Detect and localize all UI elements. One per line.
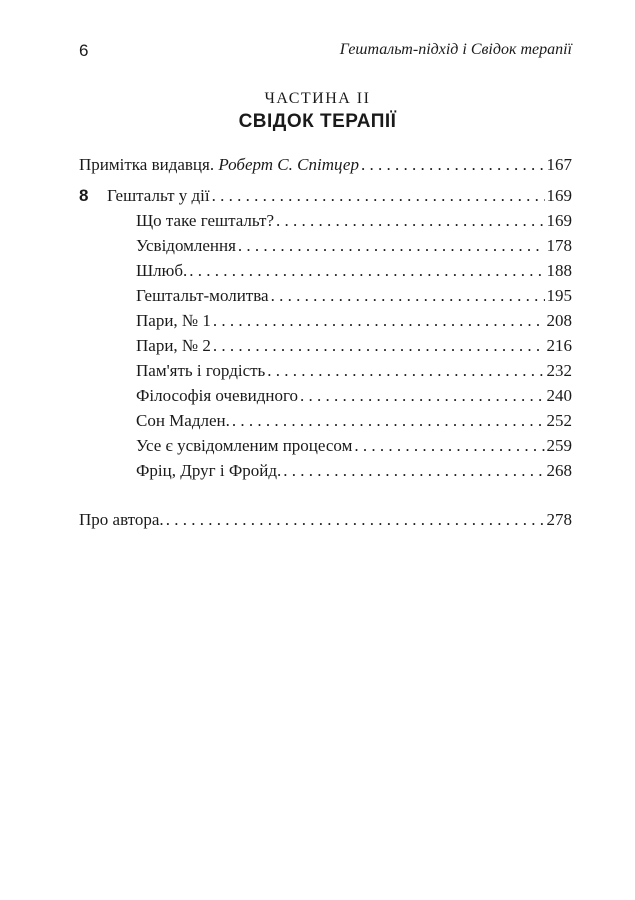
leader-dots bbox=[213, 336, 545, 356]
toc-entry-title: Шлюб. bbox=[136, 261, 188, 280]
leader-dots bbox=[300, 386, 545, 406]
toc-section bbox=[136, 461, 572, 481]
toc-section bbox=[136, 211, 572, 231]
toc-entry-page: 169 bbox=[546, 186, 572, 205]
running-head: Гештальт-підхід і Свідок терапії bbox=[339, 41, 572, 58]
leader-dots bbox=[232, 411, 545, 431]
toc-entry-page: 278 bbox=[546, 510, 572, 529]
toc-entry-title: Що таке гештальт? bbox=[136, 211, 274, 230]
toc-entry-page: 252 bbox=[546, 411, 572, 430]
toc-entry-title: Усвідомлення bbox=[136, 236, 236, 255]
toc-entry-title: Пари, № 2 bbox=[136, 336, 211, 355]
toc-entry-about-author bbox=[79, 510, 572, 530]
toc-entry-title: Пари, № 1 bbox=[136, 311, 211, 330]
toc-section bbox=[136, 336, 572, 356]
toc-entry-title: Сон Мадлен. bbox=[136, 411, 230, 430]
toc-section bbox=[136, 286, 572, 306]
leader-dots bbox=[283, 461, 544, 481]
toc-entry-page: 169 bbox=[546, 211, 572, 230]
leader-dots bbox=[213, 311, 545, 331]
toc-entry-author: Роберт С. Спітцер bbox=[218, 155, 359, 174]
toc-section bbox=[136, 411, 572, 431]
leader-dots bbox=[361, 155, 545, 175]
leader-dots bbox=[267, 361, 544, 381]
toc-entry-page: 268 bbox=[546, 461, 572, 480]
page-number: 6 bbox=[79, 41, 89, 60]
leader-dots bbox=[189, 261, 544, 281]
part-label: ЧАСТИНА II bbox=[264, 90, 371, 107]
toc-entry-title: Усе є усвідомленим процесом bbox=[136, 436, 353, 455]
toc-entry-page: 259 bbox=[546, 436, 572, 455]
part-title: СВІДОК ТЕРАПІЇ bbox=[238, 111, 397, 132]
toc-entry-page: 188 bbox=[546, 261, 572, 280]
toc-section bbox=[136, 436, 572, 456]
toc-entry-chapter bbox=[79, 186, 572, 206]
toc-entry-title: Гештальт-молитва bbox=[136, 286, 269, 305]
leader-dots bbox=[166, 510, 545, 530]
leader-dots bbox=[276, 211, 545, 231]
toc-entry-page: 232 bbox=[546, 361, 572, 380]
toc-section bbox=[136, 236, 572, 256]
toc-entry-title: Примітка видавця. bbox=[79, 155, 215, 174]
toc-entry-page: 216 bbox=[546, 336, 572, 355]
toc-entry-title: Гештальт у дії bbox=[107, 186, 210, 205]
toc-entry-title: Про автора. bbox=[79, 510, 164, 529]
toc-entry-page: 208 bbox=[546, 311, 572, 330]
leader-dots bbox=[238, 236, 545, 256]
toc-entry-page: 195 bbox=[546, 286, 572, 305]
toc-entry-page: 178 bbox=[546, 236, 572, 255]
toc-section bbox=[136, 361, 572, 381]
toc-entry-title: Філософія очевидного bbox=[136, 386, 298, 405]
toc-section bbox=[136, 311, 572, 331]
leader-dots bbox=[271, 286, 545, 306]
toc-section bbox=[136, 261, 572, 281]
toc-section bbox=[136, 386, 572, 406]
toc-entry-page: 240 bbox=[546, 386, 572, 405]
leader-dots bbox=[212, 186, 545, 206]
toc-entry-title: Фріц, Друг і Фройд. bbox=[136, 461, 282, 480]
toc-entry-page: 167 bbox=[546, 155, 572, 174]
chapter-number: 8 bbox=[79, 186, 89, 205]
leader-dots bbox=[354, 436, 544, 456]
toc-entry-title: Пам'ять і гордість bbox=[136, 361, 266, 380]
toc-entry-publisher-note bbox=[79, 155, 572, 175]
